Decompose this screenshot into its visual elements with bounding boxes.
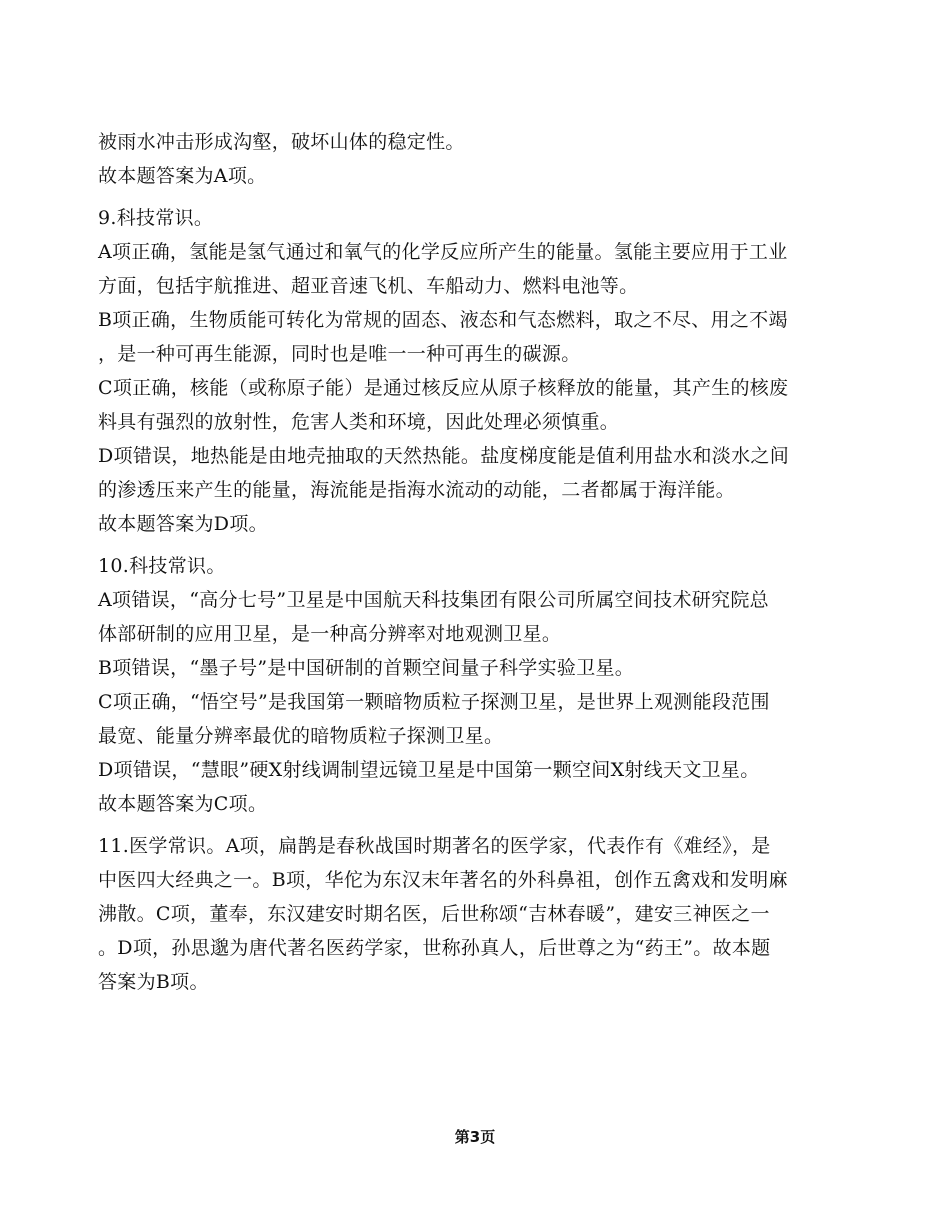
text-line: B项正确，生物质能可转化为常规的固态、液态和气态燃料，取之不尽、用之不竭 (98, 309, 788, 331)
text-line: 最宽、能量分辨率最优的暗物质粒子探测卫星。 (98, 725, 504, 747)
text-line: 中医四大经典之一。B项，华佗为东汉末年著名的外科鼻祖，创作五禽戏和发明麻 (98, 869, 788, 891)
text-line: 沸散。C项，董奉，东汉建安时期名医，后世称颂“吉林春暖”，建安三神医之一 (98, 903, 770, 925)
page-number: 第3页 (454, 1128, 496, 1146)
text-line: C项正确，“悟空号”是我国第一颗暗物质粒子探测卫星，是世界上观测能段范围 (98, 691, 770, 713)
answer-line: 故本题答案为D项。 (98, 513, 268, 535)
text-line: A项错误，“高分七号”卫星是中国航天科技集团有限公司所属空间技术研究院总 (98, 589, 769, 611)
text-line: ，是一种可再生能源，同时也是唯一一种可再生的碳源。 (98, 343, 581, 365)
answer-line: 故本题答案为C项。 (98, 793, 268, 815)
text-line: 的渗透压来产生的能量，海流能是指海水流动的动能，二者都属于海洋能。 (98, 479, 735, 501)
answer-line: 故本题答案为A项。 (98, 165, 267, 187)
document-body (98, 125, 870, 999)
text-line: 。D项，孙思邈为唐代著名医药学家，世称孙真人，后世尊之为“药王”。故本题 (98, 937, 771, 959)
text-line: 被雨水冲击形成沟壑，破坏山体的稳定性。 (98, 131, 465, 153)
text-line: A项正确，氢能是氢气通过和氧气的化学反应所产生的能量。氢能主要应用于工业 (98, 241, 788, 263)
answer-line: 答案为B项。 (98, 971, 209, 993)
text-line: C项正确，核能（或称原子能）是通过核反应从原子核释放的能量，其产生的核废 (98, 377, 789, 399)
text-line: B项错误，“墨子号”是中国研制的首颗空间量子科学实验卫星。 (98, 657, 635, 679)
question-heading-10: 10.科技常识。 (98, 555, 226, 577)
text-line: 方面，包括宇航推进、超亚音速飞机、车船动力、燃料电池等。 (98, 275, 639, 297)
text-line: 体部研制的应用卫星，是一种高分辨率对地观测卫星。 (98, 623, 562, 645)
question-heading-9: 9.科技常识。 (98, 207, 214, 229)
text-line: 料具有强烈的放射性，危害人类和环境，因此处理必须慎重。 (98, 411, 620, 433)
text-line: D项错误，“慧眼”硬X射线调制望远镜卫星是中国第一颗空间X射线天文卫星。 (98, 759, 760, 781)
question-heading-11: 11.医学常识。A项，扁鹊是春秋战国时期著名的医学家，代表作有《难经》，是 (98, 835, 771, 857)
text-line: D项错误，地热能是由地壳抽取的天然热能。盐度梯度能是值利用盐水和淡水之间 (98, 445, 790, 467)
